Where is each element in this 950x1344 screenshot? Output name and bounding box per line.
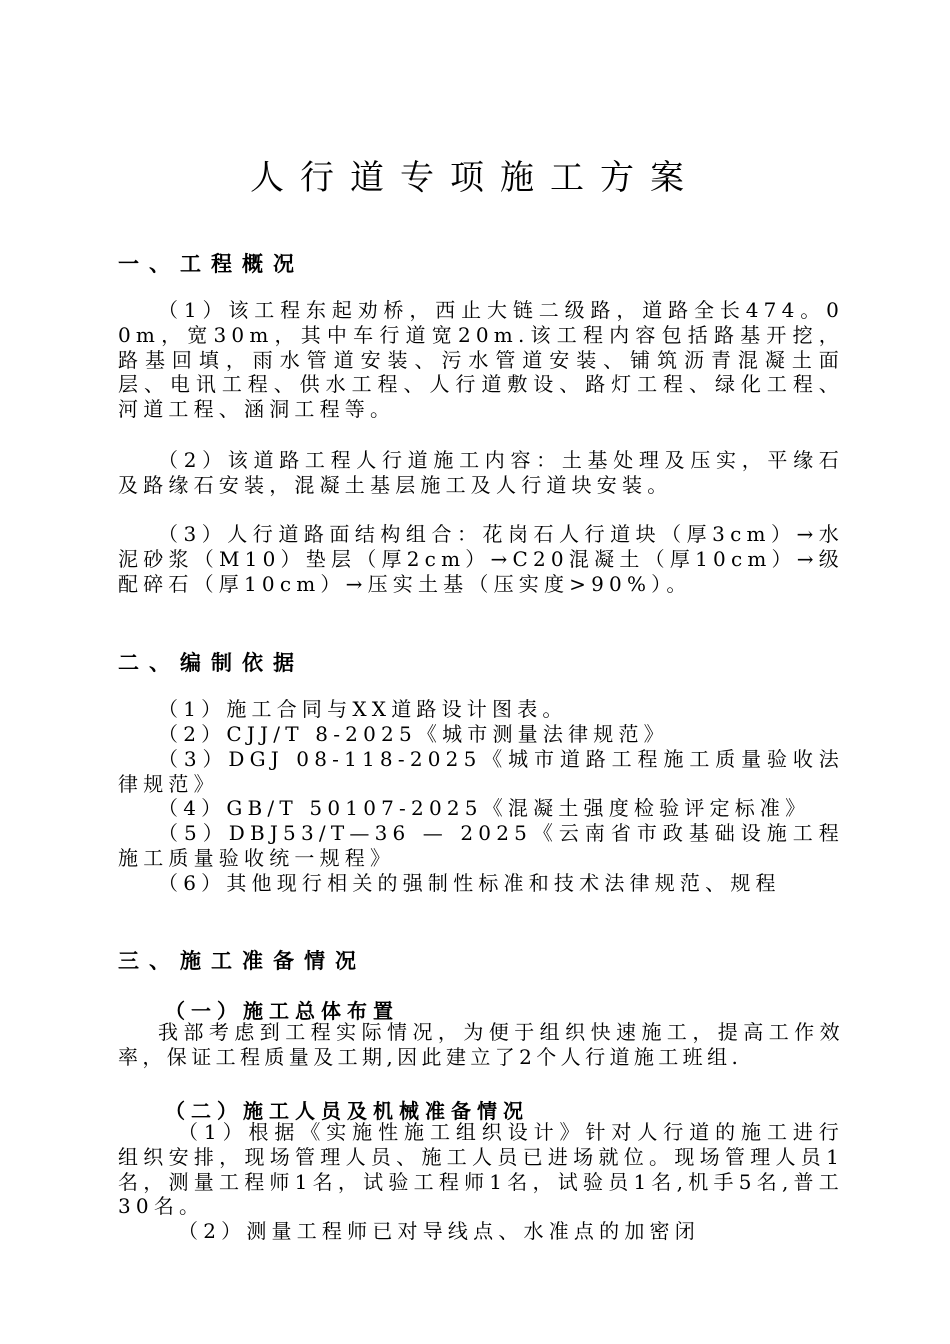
subheading-layout: （一）施工总体布置 <box>165 999 399 1023</box>
subheading-personnel: （二）施工人员及机械准备情况 <box>165 1099 529 1123</box>
layout-paragraph: 我部考虑到工程实际情况，为便于组织快速施工，提高工作效率，保证工程质量及工期,因此建立了2个人行道施工班组. <box>118 1020 844 1069</box>
basis-item-5: （5）DBJ53/T—36 — 2025《云南省市政基础设施工程施工质量验收统一规程》 <box>118 821 844 870</box>
section-heading-preparation: 三、施工准备情况 <box>118 949 366 973</box>
personnel-paragraph-1: （1）根据《实施性施工组织设计》针对人行道的施工进行组织安排，现场管理人员、施工人员已进场就位。现场管理人员1名，测量工程师1名，试验工程师1名，试验员1名,机手5名,普工30名。 <box>118 1120 844 1219</box>
section-heading-basis: 二、编制依据 <box>118 651 304 675</box>
basis-item-6: （6）其他现行相关的强制性标准和技术法律规范、规程 <box>158 871 781 895</box>
overview-paragraph-1: （1）该工程东起劝桥，西止大链二级路，道路全长474。00m，宽30m，其中车行道宽20m.该工程内容包括路基开挖，路基回填，雨水管道安装、污水管道安装、铺筑沥青混凝土面层、电讯工程、供水工程、人行道敷设、路灯工程、绿化工程、河道工程、涵洞工程等。 <box>118 298 844 422</box>
basis-item-1: （1）施工合同与XX道路设计图表。 <box>158 697 568 721</box>
basis-item-4: （4）GB/T 50107-2025《混凝土强度检验评定标准》 <box>158 796 811 820</box>
overview-paragraph-3: （3）人行道路面结构组合：花岗石人行道块（厚3cm）→水泥砂浆（M10）垫层（厚2cm）→C20混凝土（厚10cm）→级配碎石（厚10cm）→压实土基（压实度>90%）。 <box>118 522 844 596</box>
basis-item-2: （2）CJJ/T 8-2025《城市测量法律规范》 <box>158 722 669 746</box>
personnel-paragraph-2: （2）测量工程师已对导线点、水准点的加密闭 <box>178 1219 700 1243</box>
overview-paragraph-2: （2）该道路工程人行道施工内容：土基处理及压实，平缘石及路缘石安装，混凝土基层施工及人行道块安装。 <box>118 448 844 497</box>
basis-item-3: （3）DGJ 08-118-2025《城市道路工程施工质量验收法律规范》 <box>118 747 844 796</box>
document-title: 人行道专项施工方案 <box>250 158 700 198</box>
section-heading-overview: 一、工程概况 <box>118 252 304 276</box>
